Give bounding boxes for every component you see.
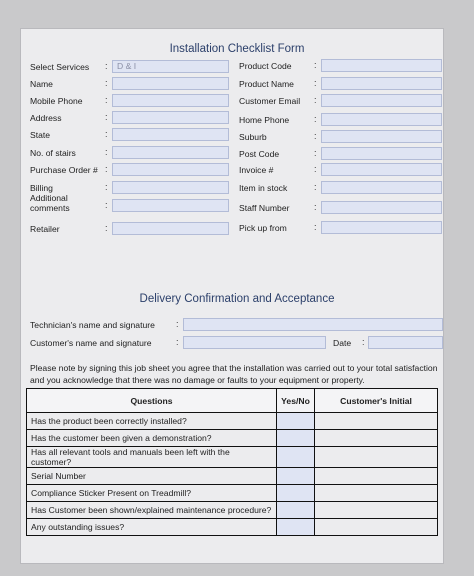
- customer-initial-cell[interactable]: [315, 468, 438, 485]
- right-field-input[interactable]: [321, 130, 442, 143]
- yes-no-cell[interactable]: [277, 430, 315, 447]
- right-field-input[interactable]: [321, 163, 442, 176]
- checklist-table: [26, 388, 438, 536]
- right-field-colon: :: [314, 78, 317, 88]
- technician-label: Technician's name and signature: [30, 320, 155, 330]
- right-field-input[interactable]: [321, 77, 442, 90]
- left-field-input[interactable]: [112, 77, 229, 90]
- questions-header: Questions: [27, 389, 277, 413]
- left-field-input[interactable]: [112, 146, 229, 159]
- left-field-colon: :: [105, 78, 108, 88]
- left-field-label: No. of stairs: [30, 148, 76, 158]
- right-field-colon: :: [314, 95, 317, 105]
- right-field-colon: :: [314, 148, 317, 158]
- left-field-input[interactable]: [112, 181, 229, 194]
- right-field-label: Staff Number: [239, 203, 290, 213]
- form-title: Installation Checklist Form: [169, 43, 305, 55]
- checklist-row: [27, 413, 438, 430]
- yes-no-cell[interactable]: [277, 413, 315, 430]
- left-field-colon: :: [105, 95, 108, 105]
- checklist-row: [27, 468, 438, 485]
- right-field-label: Suburb: [239, 132, 267, 142]
- left-field-label: Name: [30, 79, 53, 89]
- right-field-colon: :: [314, 114, 317, 124]
- left-field-colon: :: [105, 61, 108, 71]
- customer-initial-cell[interactable]: [315, 502, 438, 519]
- left-field-input[interactable]: [112, 199, 229, 212]
- customer-initial-header: Customer's Initial: [315, 389, 438, 413]
- left-field-colon: :: [105, 112, 108, 122]
- checklist-row: [27, 502, 438, 519]
- left-field-value: D & I: [117, 61, 137, 71]
- checklist-row: [27, 447, 438, 468]
- right-field-label: Post Code: [239, 149, 280, 159]
- checklist-question: Has the product been correctly installed?: [27, 413, 277, 430]
- yes-no-cell[interactable]: [277, 468, 315, 485]
- checklist-header-row: [27, 389, 438, 413]
- left-field-label: Address: [30, 113, 62, 123]
- right-field-label: Product Name: [239, 79, 294, 89]
- left-field-label: Additional comments: [30, 193, 70, 213]
- left-field-label: Mobile Phone: [30, 96, 83, 106]
- right-field-input[interactable]: [321, 201, 442, 214]
- technician-signature-field[interactable]: [183, 318, 443, 331]
- right-field-input[interactable]: [321, 147, 442, 160]
- agreement-note-line1: Please note by signing this job sheet you agree that the installation was carried out to your total satisfaction: [30, 363, 438, 373]
- right-field-input[interactable]: [321, 221, 442, 234]
- checklist-question: Any outstanding issues?: [27, 519, 277, 536]
- date-field[interactable]: [368, 336, 443, 349]
- technician-colon: :: [176, 319, 179, 329]
- right-field-input[interactable]: [321, 113, 442, 126]
- customer-signature-field[interactable]: [183, 336, 326, 349]
- left-field-colon: :: [105, 223, 108, 233]
- customer-initial-cell[interactable]: [315, 430, 438, 447]
- right-field-label: Home Phone: [239, 115, 290, 125]
- customer-initial-cell[interactable]: [315, 413, 438, 430]
- left-field-colon: :: [105, 200, 108, 210]
- right-field-label: Customer Email: [239, 96, 301, 106]
- checklist-question: Compliance Sticker Present on Treadmill?: [27, 485, 277, 502]
- date-colon: :: [362, 337, 365, 347]
- right-field-input[interactable]: [321, 94, 442, 107]
- right-field-colon: :: [314, 202, 317, 212]
- checklist-question: Has all relevant tools and manuals been left with the customer?: [27, 447, 277, 468]
- customer-initial-cell[interactable]: [315, 447, 438, 468]
- left-field-label: Purchase Order #: [30, 165, 98, 175]
- customer-colon: :: [176, 337, 179, 347]
- checklist-question: Serial Number: [27, 468, 277, 485]
- left-field-label: Retailer: [30, 224, 60, 234]
- left-field-colon: :: [105, 129, 108, 139]
- right-field-colon: :: [314, 60, 317, 70]
- left-field-input[interactable]: [112, 60, 229, 73]
- right-field-input[interactable]: [321, 59, 442, 72]
- customer-initial-cell[interactable]: [315, 519, 438, 536]
- date-label: Date: [333, 338, 352, 348]
- right-field-label: Item in stock: [239, 183, 288, 193]
- right-field-label: Pick up from: [239, 223, 287, 233]
- yes-no-cell[interactable]: [277, 519, 315, 536]
- checklist-row: [27, 485, 438, 502]
- delivery-title: Delivery Confirmation and Acceptance: [139, 293, 335, 305]
- left-field-input[interactable]: [112, 222, 229, 235]
- left-field-input[interactable]: [112, 163, 229, 176]
- checklist-question: Has Customer been shown/explained maintenance procedure?: [27, 502, 277, 519]
- yes-no-cell[interactable]: [277, 447, 315, 468]
- left-field-colon: :: [105, 147, 108, 157]
- right-field-colon: :: [314, 164, 317, 174]
- customer-signature-label: Customer's name and signature: [30, 338, 152, 348]
- checklist-row: [27, 430, 438, 447]
- right-field-input[interactable]: [321, 181, 442, 194]
- left-field-input[interactable]: [112, 94, 229, 107]
- right-field-colon: :: [314, 131, 317, 141]
- left-field-input[interactable]: [112, 128, 229, 141]
- agreement-note-line2: and you acknowledge that there was no damage or faults to your equipment or property.: [30, 375, 365, 385]
- left-field-colon: :: [105, 164, 108, 174]
- left-field-label: Billing: [30, 183, 53, 193]
- left-field-input[interactable]: [112, 111, 229, 124]
- customer-initial-cell[interactable]: [315, 485, 438, 502]
- right-field-label: Invoice #: [239, 165, 274, 175]
- left-field-colon: :: [105, 182, 108, 192]
- checklist-question: Has the customer been given a demonstration?: [27, 430, 277, 447]
- right-field-colon: :: [314, 182, 317, 192]
- yes-no-header: Yes/No: [277, 389, 315, 413]
- left-field-label: State: [30, 130, 51, 140]
- right-field-colon: :: [314, 222, 317, 232]
- checklist-row: [27, 519, 438, 536]
- right-field-label: Product Code: [239, 61, 292, 71]
- left-field-label: Select Services: [30, 62, 90, 72]
- yes-no-cell[interactable]: [277, 502, 315, 519]
- yes-no-cell[interactable]: [277, 485, 315, 502]
